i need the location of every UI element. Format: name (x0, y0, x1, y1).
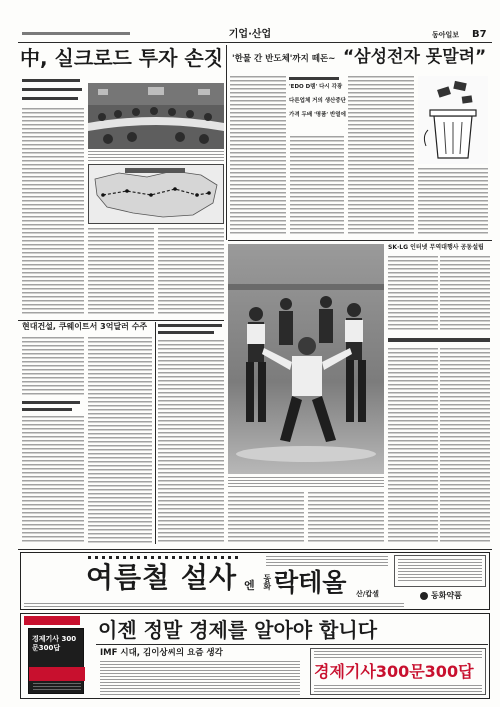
dance-photo (228, 244, 384, 474)
column-divider (226, 45, 227, 240)
page-number: B7 (472, 29, 487, 40)
silkroad-bottom-rule (18, 320, 224, 321)
samsung-body-col-2 (290, 136, 344, 236)
middle-column-divider (155, 322, 156, 544)
dance-photo-caption (228, 477, 384, 487)
samsung-kicker: '한물 간 반도체'까지 떼돈~ (232, 54, 336, 64)
right-article-body-col-1 (388, 348, 438, 544)
hyundai-headline: 현대건설, 쿠웨이트서 3억달러 수주 (22, 322, 148, 331)
trash-can-cartoon-icon (418, 76, 488, 164)
section-title: 기업·산업 (228, 29, 272, 40)
paper-name: 동아일보 (432, 31, 460, 39)
samsung-highlight-box (289, 76, 345, 132)
silkroad-subhead-2 (22, 88, 82, 91)
middle-article-heading-1 (158, 324, 222, 327)
sklg-body-col-2 (440, 256, 490, 332)
samsung-body-col-1 (230, 76, 286, 236)
book-ad-tag (24, 616, 80, 625)
book-ad-title: 경제기사300문300답 (314, 662, 474, 681)
ad-top-rule (18, 549, 492, 550)
lacteol-ad-info-box (394, 555, 486, 587)
silkroad-body-col-1 (22, 108, 84, 316)
samsung-body-col-3 (348, 76, 414, 236)
book-ad-headline: 이젠 정말 경제를 알아야 합니다 (98, 618, 378, 642)
brief-body (22, 416, 84, 544)
book-ad-headline-rule (96, 644, 488, 645)
book-ad-title-box-footer (314, 685, 482, 692)
lacteol-ad-copy (266, 556, 388, 567)
samsung-headline: “삼성전자 못말려” (343, 47, 487, 67)
sklg-body-col-1 (388, 256, 438, 332)
lacteol-ad-suffix: 엔 (244, 579, 255, 592)
book-ad-title-box-text (314, 651, 482, 660)
lacteol-ad-product: 락테올 (274, 568, 347, 597)
meeting-photo-image (88, 83, 224, 149)
lacteol-ad-brand-prefix: 동화 (262, 574, 272, 590)
silkroad-meeting-photo (88, 83, 224, 149)
sklg-headline: SK·LG 인터넷 무역대행사 공동설립 (388, 244, 484, 251)
silkroad-subhead-3 (22, 97, 78, 100)
book-cover (28, 628, 84, 694)
dongwha-logo-icon (420, 592, 428, 600)
silkroad-subhead-1 (22, 79, 80, 82)
silkroad-map (88, 164, 224, 224)
header-rule (18, 42, 492, 43)
middle-article-body (158, 340, 224, 544)
under-photo-body-col-2 (308, 492, 384, 544)
lacteol-ad-footer-text (24, 603, 404, 607)
hyundai-body-col-1 (22, 337, 84, 397)
samsung-body-col-4 (418, 168, 488, 236)
lacteol-ad-company: 동화약품 (431, 591, 462, 600)
lacteol-ad-dotted-strip (88, 556, 238, 559)
under-photo-body-col-1 (228, 492, 304, 544)
right-article-heading (388, 338, 490, 342)
dance-photo-image (228, 244, 384, 474)
silkroad-map-image (89, 165, 223, 223)
samsung-box-line-0 (289, 77, 339, 80)
silkroad-body-col-2 (88, 228, 154, 316)
samsung-bottom-rule (228, 240, 492, 241)
silkroad-photo-caption (88, 151, 224, 161)
header-date (22, 32, 130, 35)
brief-subhead-1 (22, 401, 80, 404)
right-article-body-col-2 (440, 348, 490, 544)
samsung-box-line-2: 다른업체 거의 생산중단 (289, 98, 346, 104)
lacteol-ad-headline: 여름철 설사 (86, 561, 237, 594)
brief-subhead-2 (22, 408, 72, 411)
book-cover-title: 경제기사 300문300답 (32, 635, 77, 653)
book-cover-band (29, 667, 85, 681)
middle-article-heading-2 (158, 331, 214, 334)
hyundai-body-col-2 (88, 337, 152, 544)
samsung-cartoon (418, 76, 488, 164)
silkroad-headline: 中, 실크로드 투자 손짓 (20, 46, 224, 70)
book-cover-text (33, 683, 81, 691)
book-ad-body (100, 661, 300, 695)
lacteol-ad-info-text (398, 559, 482, 583)
samsung-box-line-3: 가격 두배 '명품' 반열에 (289, 112, 346, 118)
lacteol-ad-form: 산/캅셀 (356, 590, 379, 598)
book-ad-subhead: IMF 시대, 김이상씨의 요즘 생각 (100, 648, 223, 658)
samsung-box-line-1: 'EDO D램' 다시 각광 (289, 84, 343, 90)
silkroad-body-col-3 (158, 228, 224, 316)
